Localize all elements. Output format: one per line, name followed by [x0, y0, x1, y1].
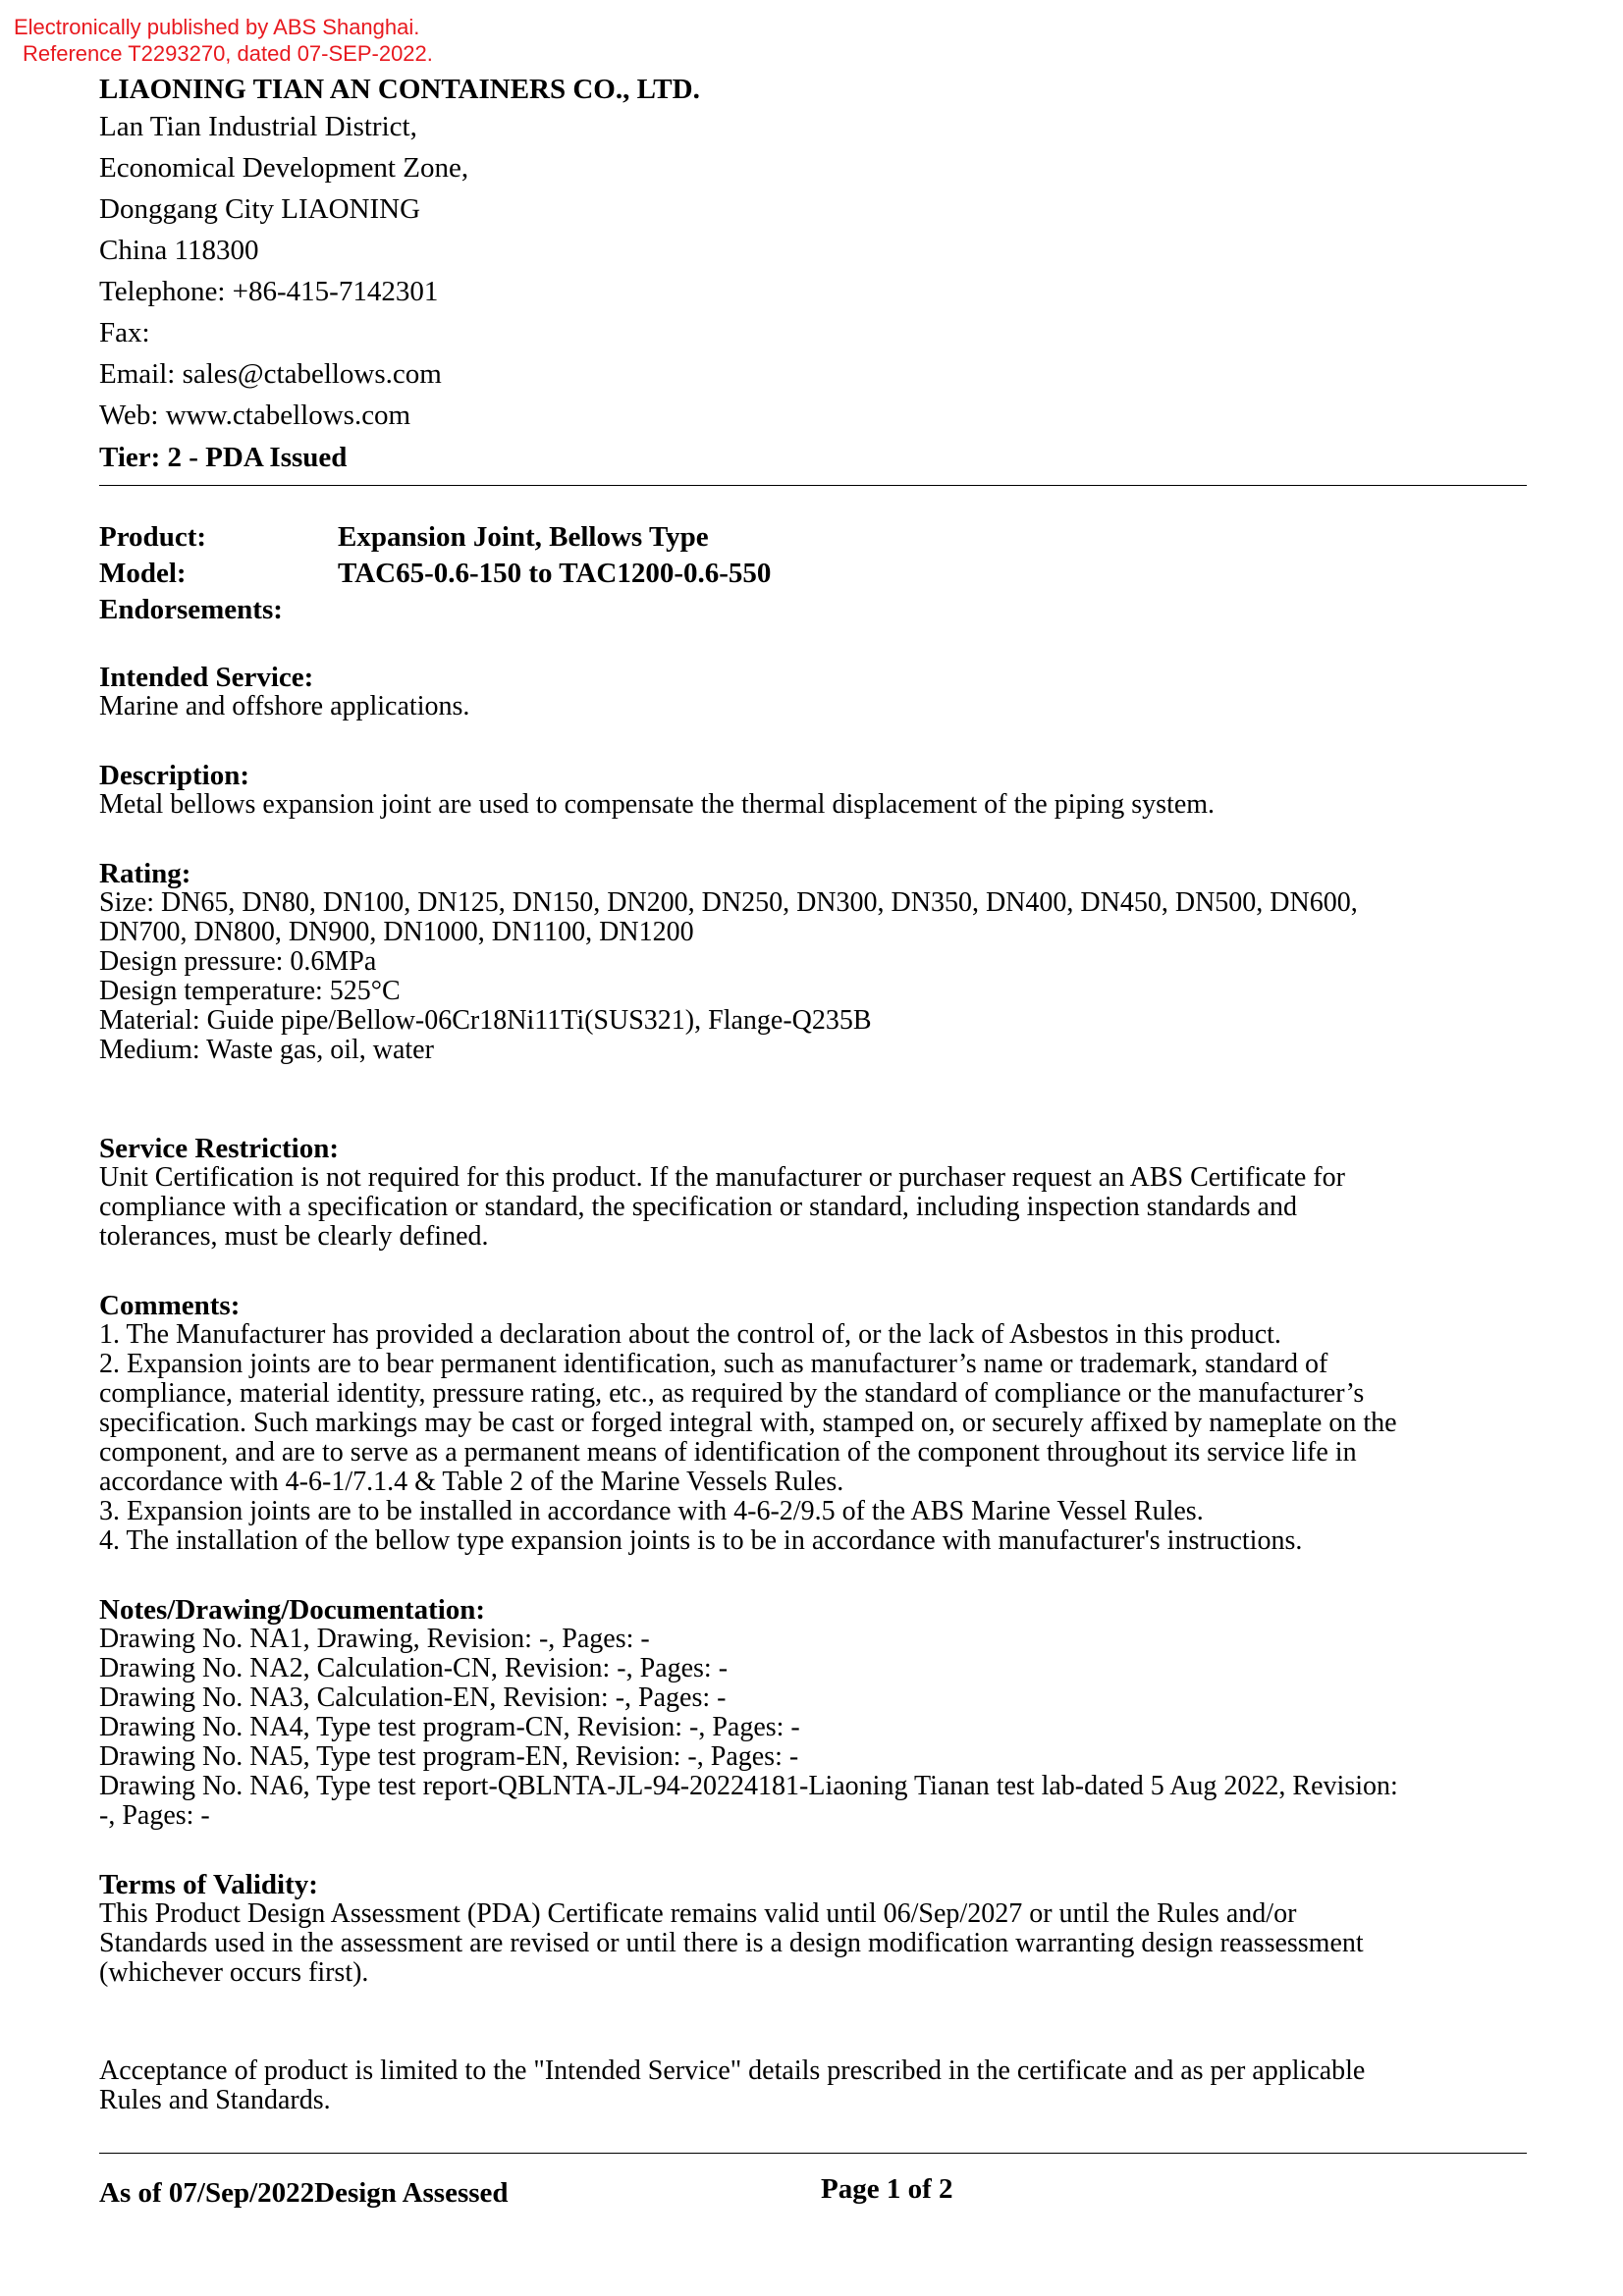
endorsements-label: Endorsements: — [99, 594, 283, 625]
intended-service-section — [99, 663, 1528, 721]
section-line: compliance with a specification or standard, the specification or standard, including inspection standards and — [99, 1192, 1297, 1222]
company-name: LIAONING TIAN AN CONTAINERS CO., LTD. — [99, 74, 700, 105]
acceptance-statement — [99, 2056, 1528, 2115]
section-line: 3. Expansion joints are to be installed in accordance with 4-6-2/9.5 of the ABS Marine Vessel Rules. — [99, 1496, 1204, 1526]
telephone: Telephone: +86-415-7142301 — [99, 276, 439, 307]
section-line: 1. The Manufacturer has provided a declaration about the control of, or the lack of Asbestos in this product. — [99, 1319, 1281, 1350]
header-divider — [99, 485, 1527, 486]
section-heading: Notes/Drawing/Documentation: — [99, 1594, 486, 1626]
section-line: Standards used in the assessment are revised or until there is a design modification warranting design reassessment — [99, 1928, 1364, 1958]
section-line: Unit Certification is not required for this product. If the manufacturer or purchaser request an ABS Certificate for — [99, 1162, 1345, 1193]
section-line: -, Pages: - — [99, 1800, 210, 1831]
company-address — [99, 106, 1528, 436]
section-line: Material: Guide pipe/Bellow-06Cr18Ni11Ti(SUS321), Flange-Q235B — [99, 1005, 872, 1036]
electronic-publication-stamp — [14, 14, 433, 67]
section-line: Medium: Waste gas, oil, water — [99, 1035, 434, 1065]
rating-section — [99, 859, 1528, 1065]
section-line: (whichever occurs first). — [99, 1957, 369, 1988]
product-info — [99, 519, 1528, 628]
section-line: Drawing No. NA4, Type test program-CN, Revision: -, Pages: - — [99, 1712, 800, 1742]
section-line: 4. The installation of the bellow type expansion joints is to be in accordance with manufacturer's instructions. — [99, 1525, 1303, 1556]
comments-section — [99, 1291, 1528, 1556]
section-line: accordance with 4-6-1/7.1.4 & Table 2 of the Marine Vessels Rules. — [99, 1467, 844, 1497]
address-line: Economical Development Zone, — [99, 152, 469, 184]
section-line: specification. Such markings may be cast or forged integral with, stamped on, or securely affixed by nameplate on the — [99, 1408, 1397, 1438]
email: Email: sales@ctabellows.com — [99, 358, 442, 390]
address-line: China 118300 — [99, 235, 259, 266]
tier-status: Tier: 2 - PDA Issued — [99, 442, 348, 473]
section-line: Drawing No. NA5, Type test program-EN, Revision: -, Pages: - — [99, 1741, 799, 1772]
stamp-line-2: Reference T2293270, dated 07-SEP-2022. — [23, 41, 433, 66]
section-line: Drawing No. NA6, Type test report-QBLNTA-JL-94-20224181-Liaoning Tianan test lab-dated 5 Aug 2022, Revision: — [99, 1771, 1398, 1801]
section-line: DN700, DN800, DN900, DN1000, DN1100, DN1200 — [99, 917, 694, 947]
section-line: Acceptance of product is limited to the "Intended Service" details prescribed in the certificate and as per applicable — [99, 2056, 1366, 2086]
page-footer — [99, 2153, 1528, 2213]
service-restriction-section — [99, 1134, 1528, 1252]
stamp-line-1: Electronically published by ABS Shanghai. — [14, 15, 420, 39]
section-heading: Terms of Validity: — [99, 1869, 318, 1900]
section-line: Drawing No. NA2, Calculation-CN, Revision: -, Pages: - — [99, 1653, 729, 1683]
section-line: Drawing No. NA3, Calculation-EN, Revision: -, Pages: - — [99, 1682, 727, 1713]
address-line: Donggang City LIAONING — [99, 193, 421, 225]
section-line: Rules and Standards. — [99, 2085, 331, 2115]
section-line: Marine and offshore applications. — [99, 691, 470, 721]
fax: Fax: — [99, 317, 150, 348]
model-label: Model: — [99, 558, 187, 589]
section-heading: Service Restriction: — [99, 1133, 339, 1164]
section-heading: Rating: — [99, 858, 191, 889]
section-line: Design temperature: 525°C — [99, 976, 401, 1006]
footer-divider — [99, 2153, 1527, 2154]
section-heading: Description: — [99, 760, 250, 791]
section-heading: Comments: — [99, 1290, 241, 1321]
section-line: Size: DN65, DN80, DN100, DN125, DN150, DN200, DN250, DN300, DN350, DN400, DN450, DN500, DN600, — [99, 887, 1358, 918]
certificate-page — [99, 66, 1528, 2115]
section-line: compliance, material identity, pressure rating, etc., as required by the standard of compliance or the manufacturer’s — [99, 1378, 1365, 1409]
model-value: TAC65-0.6-150 to TAC1200-0.6-550 — [338, 558, 772, 589]
section-line: 2. Expansion joints are to bear permanent identification, such as manufacturer’s name or trademark, standard of — [99, 1349, 1328, 1379]
notes-drawing-documentation-section — [99, 1595, 1528, 1831]
section-line: Metal bellows expansion joint are used to compensate the thermal displacement of the piping system. — [99, 789, 1216, 820]
section-heading: Intended Service: — [99, 662, 314, 693]
page-number: Page 1 of 2 — [821, 2173, 953, 2205]
section-line: component, and are to serve as a permanent means of identification of the component throughout its service life in — [99, 1437, 1357, 1468]
section-line: Drawing No. NA1, Drawing, Revision: -, Pages: - — [99, 1624, 650, 1654]
product-value: Expansion Joint, Bellows Type — [338, 521, 709, 553]
address-line: Lan Tian Industrial District, — [99, 111, 417, 142]
description-section — [99, 761, 1528, 820]
section-line: Design pressure: 0.6MPa — [99, 946, 377, 977]
product-label: Product: — [99, 521, 207, 553]
footer-assessment-date: As of 07/Sep/2022Design Assessed — [99, 2177, 509, 2209]
terms-of-validity-section — [99, 1870, 1528, 1988]
section-line: This Product Design Assessment (PDA) Certificate remains valid until 06/Sep/2027 or until the Rules and/or — [99, 1898, 1297, 1929]
section-line: tolerances, must be clearly defined. — [99, 1221, 489, 1252]
website: Web: www.ctabellows.com — [99, 400, 411, 431]
